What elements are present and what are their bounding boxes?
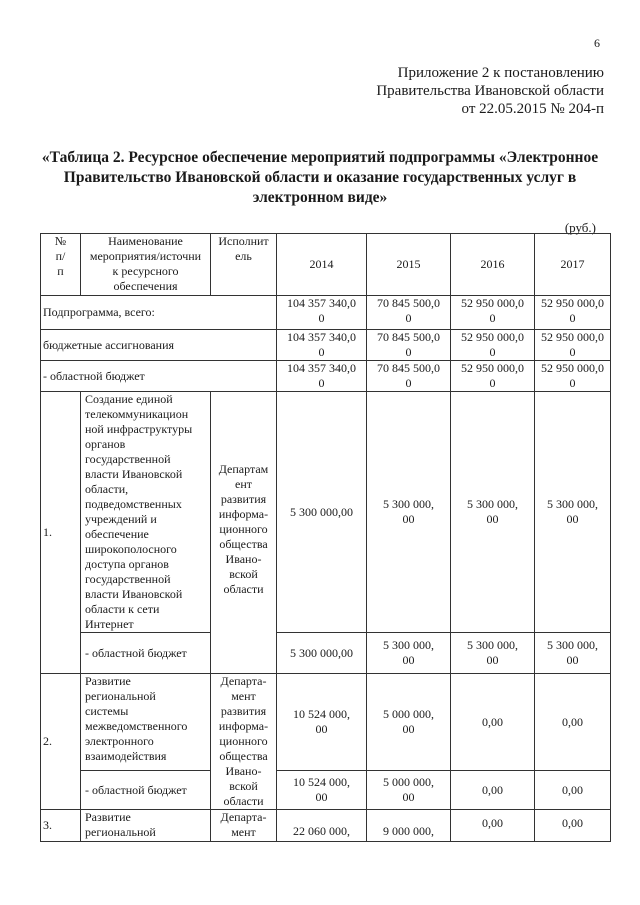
table-title [40, 148, 600, 208]
appendix-line: от 22.05.2015 № 204-п [461, 101, 604, 117]
page-number: 6 [594, 36, 600, 50]
value-cell: 52 950 000,0 0 [535, 296, 611, 330]
value-cell: 104 357 340,0 0 [277, 330, 367, 361]
value-cell: 104 357 340,0 0 [277, 361, 367, 392]
value-cell: 5 300 000, 00 [535, 392, 611, 633]
value-cell: 5 300 000,00 [277, 633, 367, 674]
summary-row [41, 330, 611, 361]
activity-row [41, 392, 611, 633]
activity-executor-cell: Департа- мент развития информа- ционного общества Ивано- вской области [211, 674, 277, 810]
summary-row [41, 361, 611, 392]
activity-num-cell: 3. [41, 810, 81, 842]
value-cell: 5 300 000,00 [277, 392, 367, 633]
summary-label-cell: Подпрограмма, всего: [41, 296, 277, 330]
activity-executor-cell: Департа- мент [211, 810, 277, 842]
activity-num-cell: 2. [41, 674, 81, 810]
activity-row [41, 674, 611, 771]
activity-name-cell: Создание единой телекоммуникацион ной инфраструктуры органов государственной власти Ивановской области, подведомственных учреждений и обеспечение широкополосного доступа органов государственной власти Ивановской области к сети Интернет [81, 392, 211, 633]
header-num-cell: № п/ п [41, 234, 81, 296]
title-line: «Таблица 2. Ресурсное обеспечение мероприятий подпрограммы «Электронное [41, 149, 599, 166]
appendix-line: Правительства Ивановской области [376, 83, 604, 99]
value-cell: 70 845 500,0 0 [367, 296, 451, 330]
header-name-cell: Наименование мероприятия/источни к ресурсного обеспечения [81, 234, 211, 296]
value-cell: 0,00 [535, 771, 611, 810]
header-year-cell: 2016 [451, 234, 535, 296]
appendix-caption [376, 64, 604, 118]
unit-label: (руб.) [564, 220, 596, 235]
activity-num-cell: 1. [41, 392, 81, 674]
value-cell: 10 524 000, 00 [277, 771, 367, 810]
header-row [41, 234, 611, 296]
value-cell: 52 950 000,0 0 [535, 361, 611, 392]
value-cell: 5 000 000, 00 [367, 771, 451, 810]
budget-row [41, 633, 611, 674]
value-cell: 5 300 000, 00 [451, 633, 535, 674]
value-cell: 0,00 [535, 810, 611, 842]
header-year-cell: 2015 [367, 234, 451, 296]
summary-label-cell: - областной бюджет [41, 361, 277, 392]
value-cell: 0,00 [451, 771, 535, 810]
value-cell: 0,00 [535, 674, 611, 771]
value-cell: 5 300 000, 00 [367, 633, 451, 674]
value-cell: 70 845 500,0 0 [367, 330, 451, 361]
value-cell: 0,00 [451, 810, 535, 842]
resource-table [40, 233, 611, 842]
value-cell: 70 845 500,0 0 [367, 361, 451, 392]
value-cell: 0,00 [451, 674, 535, 771]
budget-row [41, 771, 611, 810]
value-cell: 9 000 000, [367, 810, 451, 842]
title-line: Правительство Ивановской области и оказание государственных услуг в [63, 169, 577, 186]
value-cell: 52 950 000,0 0 [451, 361, 535, 392]
value-cell: 5 300 000, 00 [367, 392, 451, 633]
summary-label-cell: бюджетные ассигнования [41, 330, 277, 361]
value-cell: 22 060 000, [277, 810, 367, 842]
budget-label-cell: - областной бюджет [81, 771, 211, 810]
value-cell: 52 950 000,0 0 [451, 296, 535, 330]
value-cell: 10 524 000, 00 [277, 674, 367, 771]
activity-name-cell: Развитие региональной системы межведомственного электронного взаимодействия [81, 674, 211, 771]
header-year-cell: 2014 [277, 234, 367, 296]
title-line: электронном виде» [252, 189, 388, 206]
header-year-cell: 2017 [535, 234, 611, 296]
value-cell: 52 950 000,0 0 [535, 330, 611, 361]
value-cell: 104 357 340,0 0 [277, 296, 367, 330]
header-executor-cell: Исполнит ель [211, 234, 277, 296]
value-cell: 52 950 000,0 0 [451, 330, 535, 361]
value-cell: 5 300 000, 00 [451, 392, 535, 633]
budget-label-cell: - областной бюджет [81, 633, 211, 674]
summary-row [41, 296, 611, 330]
activity-executor-cell: Департам ент развития информа- ционного общества Ивано- вской области [211, 392, 277, 674]
value-cell: 5 300 000, 00 [535, 633, 611, 674]
activity-name-cell: Развитие региональной [81, 810, 211, 842]
appendix-line: Приложение 2 к постановлению [397, 65, 604, 81]
value-cell: 5 000 000, 00 [367, 674, 451, 771]
activity-row [41, 810, 611, 842]
